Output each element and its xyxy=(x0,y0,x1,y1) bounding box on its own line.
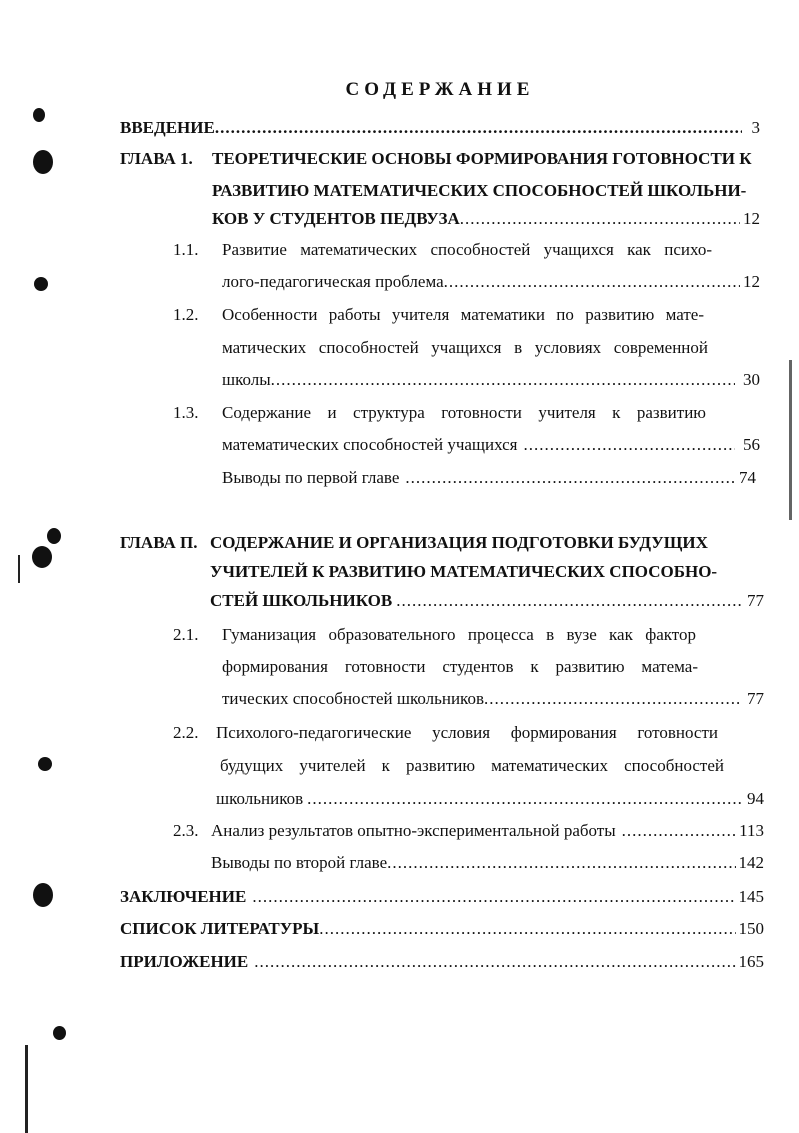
chapter-1-title-line-1: ТЕОРЕТИЧЕСКИЕ ОСНОВЫ ФОРМИРОВАНИЯ ГОТОВНОСТИ К xyxy=(212,149,752,168)
chapter-2-title-line-3 xyxy=(210,590,764,612)
scan-blot xyxy=(33,108,45,122)
section-2-1-line-3 xyxy=(222,688,764,710)
toc-leader xyxy=(271,369,735,391)
chapter-2-prefix: ГЛАВА П. xyxy=(120,533,198,552)
toc-label: школьников xyxy=(216,789,304,808)
toc-page: 165 xyxy=(738,952,764,971)
toc-page: 12 xyxy=(743,272,760,291)
toc-leader xyxy=(246,886,735,908)
toc-label: Выводы по второй главе xyxy=(211,853,388,872)
chapter-2-title-line-1: СОДЕРЖАНИЕ И ОРГАНИЗАЦИЯ ПОДГОТОВКИ БУДУЩИХ xyxy=(210,533,708,552)
toc-label: ЗАКЛЮЧЕНИЕ xyxy=(120,887,247,906)
chapter-1-conclusion xyxy=(222,467,756,489)
toc-leader xyxy=(460,208,740,230)
scan-blot xyxy=(33,150,53,174)
toc-page: 150 xyxy=(738,919,764,938)
toc-page: 12 xyxy=(743,209,760,228)
toc-label: СПИСОК ЛИТЕРАТУРЫ xyxy=(120,919,320,938)
scan-blot xyxy=(53,1026,66,1040)
toc-leader xyxy=(444,271,740,293)
toc-page: 77 xyxy=(747,591,764,610)
toc-leader xyxy=(517,434,735,456)
toc-entry-references xyxy=(120,918,764,940)
section-2-2-line-2: будущих учителей к развитию математических способностей xyxy=(220,756,724,775)
section-1-2-line-1: Особенности работы учителя математики по развитию мате- xyxy=(222,305,704,324)
toc-entry-appendix xyxy=(120,951,764,973)
section-2-1-line-1: Гуманизация образовательного процесса в вузе как фактор xyxy=(222,625,696,644)
section-number: 1.2. xyxy=(173,305,199,324)
scan-edge-mark xyxy=(18,555,20,583)
toc-entry-conclusion xyxy=(120,886,764,908)
toc-page: 145 xyxy=(738,887,764,906)
chapter-2-title-line-2: УЧИТЕЛЕЙ К РАЗВИТИЮ МАТЕМАТИЧЕСКИХ СПОСОБНО- xyxy=(210,562,718,581)
toc-label: математических способностей учащихся xyxy=(222,435,518,454)
scan-blot xyxy=(33,883,53,907)
toc-page: 30 xyxy=(743,370,760,389)
toc-label: Анализ результатов опытно-экспериментальной работы xyxy=(211,821,616,840)
scan-blot xyxy=(38,757,52,771)
toc-page: 142 xyxy=(738,853,764,872)
section-1-1-line-1: Развитие математических способностей учащихся как психо- xyxy=(222,240,712,259)
section-2-2-line-1: Психолого-педагогические условия формирования готовности xyxy=(216,723,718,742)
section-number: 2.2. xyxy=(173,723,199,742)
section-1-2-line-2: матических способностей учащихся в условиях современной xyxy=(222,338,708,357)
scan-edge-mark xyxy=(25,1045,28,1133)
section-1-3-line-2 xyxy=(222,434,760,456)
toc-leader xyxy=(616,820,736,842)
scan-blot xyxy=(34,277,48,291)
toc-page: 3 xyxy=(751,118,760,137)
section-1-2-line-3 xyxy=(222,369,760,391)
section-number: 2.1. xyxy=(173,625,199,644)
chapter-2-conclusion xyxy=(211,852,764,874)
scan-edge-mark xyxy=(789,360,792,520)
toc-label: школы xyxy=(222,370,271,389)
section-number: 1.1. xyxy=(173,240,199,259)
toc-entry-introduction xyxy=(120,117,760,139)
toc-page: 94 xyxy=(747,789,764,808)
section-number: 1.3. xyxy=(173,403,199,422)
section-2-2-line-3 xyxy=(216,788,764,810)
toc-label: СТЕЙ ШКОЛЬНИКОВ xyxy=(210,591,393,610)
toc-label: Выводы по первой главе xyxy=(222,468,400,487)
scan-blot xyxy=(47,528,61,544)
toc-page: 74 xyxy=(739,468,756,487)
section-2-1-line-2: формирования готовности студентов к развитию матема- xyxy=(222,657,698,676)
toc-page: 77 xyxy=(747,689,764,708)
toc-label: лого-педагогическая проблема xyxy=(222,272,444,291)
toc-page: 56 xyxy=(743,435,760,454)
page-title: СОДЕРЖАНИЕ xyxy=(345,79,535,100)
section-1-1-line-2 xyxy=(222,271,760,293)
toc-label: тических способностей школьников xyxy=(222,689,484,708)
toc-leader xyxy=(319,918,735,940)
toc-leader xyxy=(303,788,744,810)
toc-leader xyxy=(392,590,741,612)
toc-label: ВВЕДЕНИЕ xyxy=(120,118,215,137)
scan-blot xyxy=(32,546,52,568)
section-2-3 xyxy=(211,820,764,842)
chapter-1-title-line-3 xyxy=(212,208,760,230)
toc-label: КОВ У СТУДЕНТОВ ПЕДВУЗА xyxy=(212,209,460,228)
toc-leader xyxy=(399,467,736,489)
toc-page: 113 xyxy=(739,821,764,840)
section-number: 2.3. xyxy=(173,821,199,840)
section-1-3-line-1: Содержание и структура готовности учителя к развитию xyxy=(222,403,706,422)
toc-leader xyxy=(215,117,742,139)
chapter-1-title-line-2: РАЗВИТИЮ МАТЕМАТИЧЕСКИХ СПОСОБНОСТЕЙ ШКОЛЬНИ- xyxy=(212,181,747,200)
chapter-1-prefix: ГЛАВА 1. xyxy=(120,149,193,168)
toc-label: ПРИЛОЖЕНИЕ xyxy=(120,952,249,971)
toc-leader xyxy=(387,852,735,874)
toc-leader xyxy=(248,951,735,973)
toc-leader xyxy=(484,688,739,710)
